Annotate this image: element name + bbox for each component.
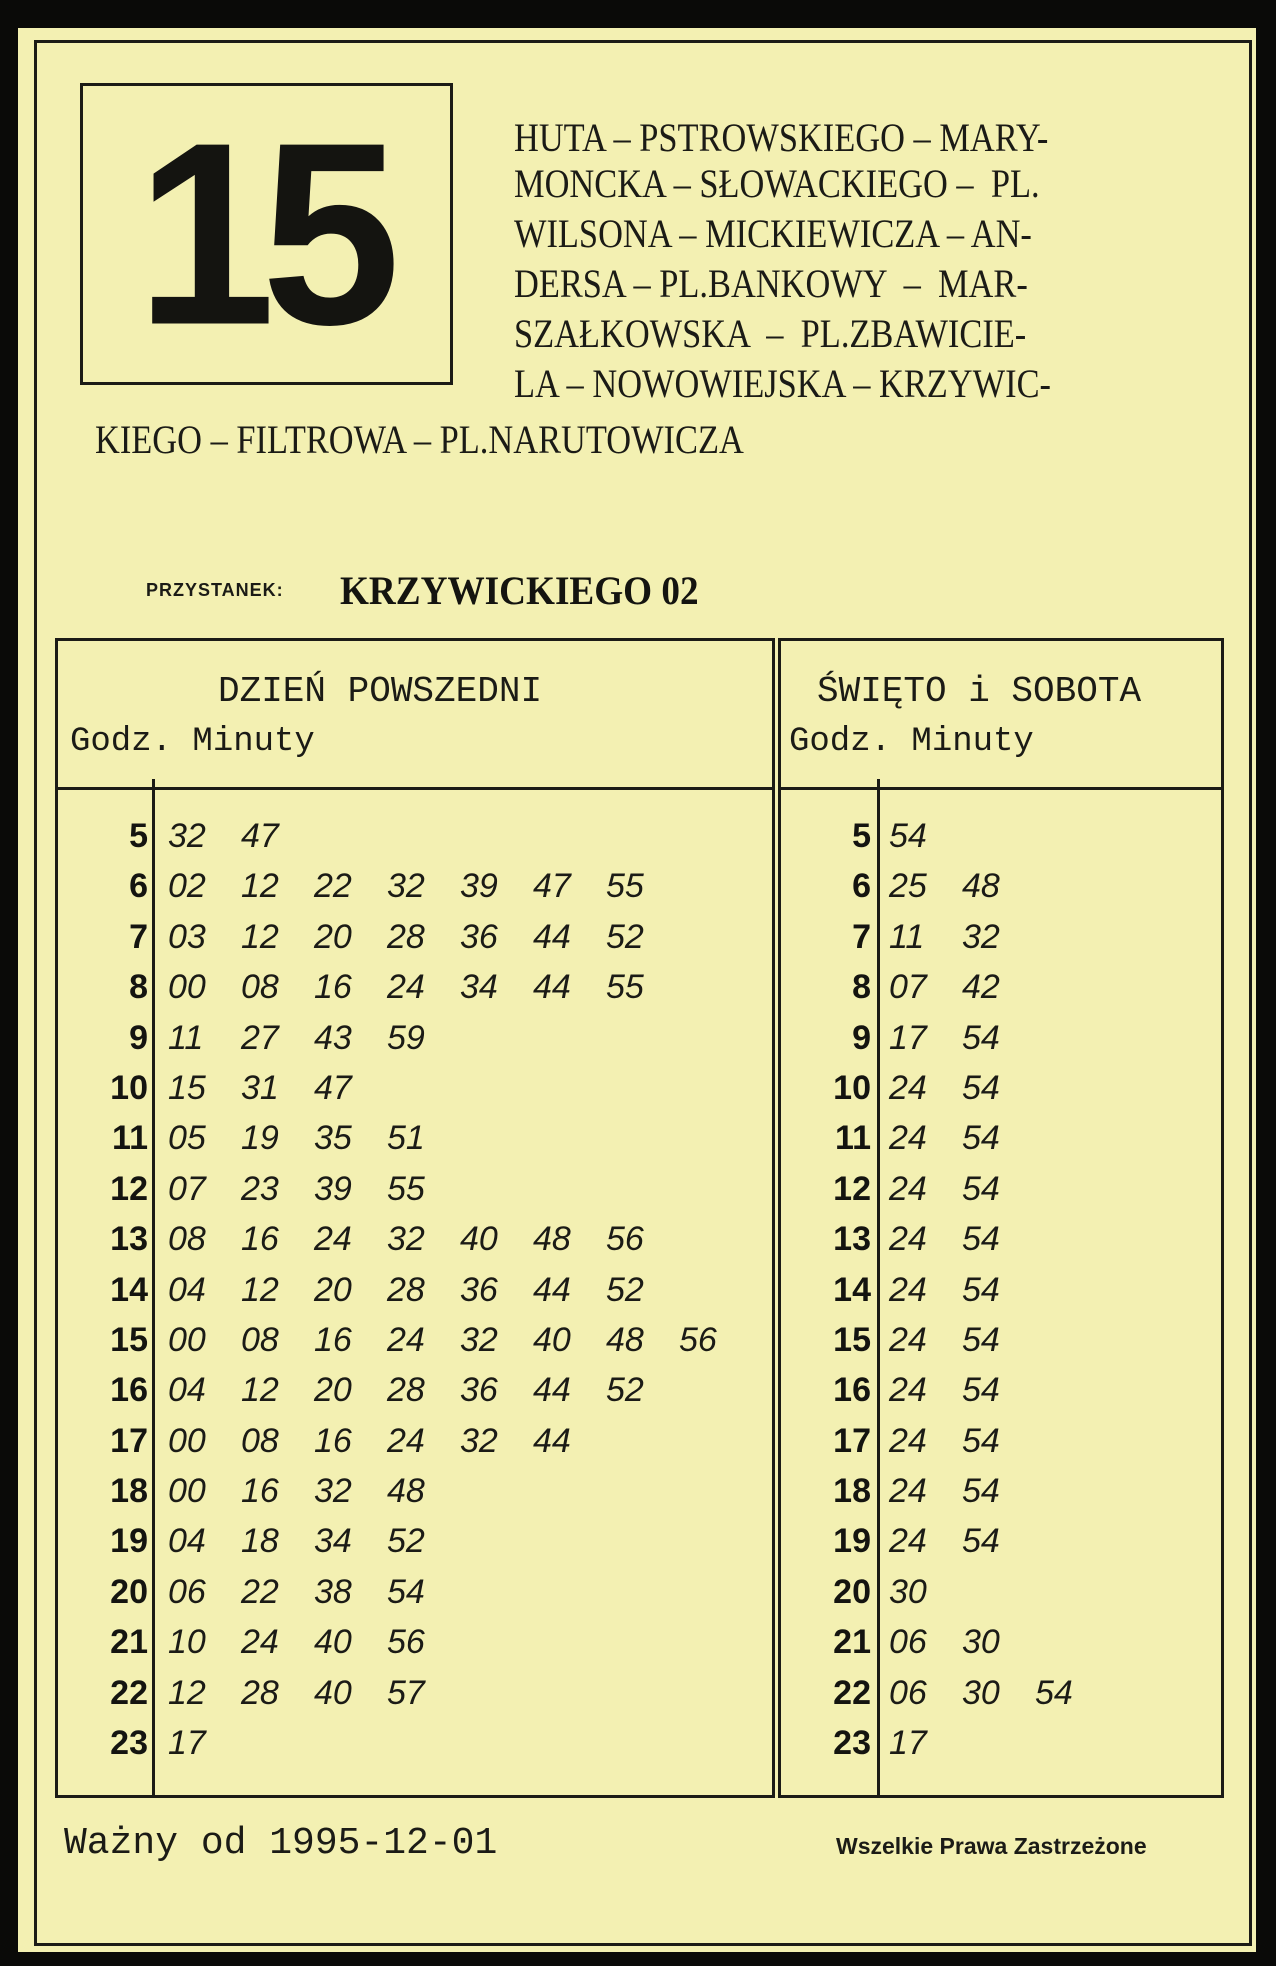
departure-minute: 12 — [241, 917, 279, 956]
hour-cell: 23 — [833, 1724, 871, 1763]
hour-cell: 7 — [129, 917, 148, 956]
weekday-panel — [55, 638, 775, 1798]
timetable-row — [58, 1668, 772, 1718]
hour-cell: 16 — [833, 1371, 871, 1410]
timetable-row — [781, 811, 1221, 861]
departure-minute: 24 — [889, 1169, 927, 1208]
departure-minute: 54 — [962, 1119, 1000, 1158]
weekday-subheader: Godz. Minuty — [70, 723, 315, 761]
minutes-cell — [168, 1416, 606, 1466]
minutes-cell — [889, 1113, 1035, 1163]
minutes-cell — [168, 1516, 460, 1566]
timetable-row — [58, 1164, 772, 1214]
departure-minute: 04 — [168, 1522, 206, 1561]
departure-minute: 10 — [168, 1623, 206, 1662]
departure-minute: 48 — [962, 867, 1000, 906]
minutes-cell — [168, 1365, 679, 1415]
departure-minute: 56 — [606, 1220, 644, 1259]
departure-minute: 24 — [387, 1320, 425, 1359]
departure-minute: 54 — [962, 1068, 1000, 1107]
holiday-subheader: Godz. Minuty — [789, 723, 1034, 761]
minutes-cell — [168, 1315, 752, 1365]
departure-minute: 40 — [533, 1320, 571, 1359]
route-line-3: WILSONA – MICKIEWICZA – AN- — [514, 211, 1032, 256]
hour-cell: 10 — [833, 1068, 871, 1107]
departure-minute: 22 — [314, 867, 352, 906]
departure-minute: 24 — [889, 1371, 927, 1410]
departure-minute: 24 — [889, 1220, 927, 1259]
hour-cell: 11 — [835, 1119, 871, 1158]
departure-minute: 52 — [606, 1371, 644, 1410]
hour-cell: 6 — [129, 867, 148, 906]
departure-minute: 04 — [168, 1270, 206, 1309]
minutes-cell — [889, 912, 1035, 962]
holiday-rows — [781, 811, 1221, 1768]
weekday-rows — [58, 811, 772, 1768]
hour-cell: 9 — [129, 1018, 148, 1057]
hour-cell: 5 — [129, 817, 148, 855]
departure-minute: 25 — [889, 867, 927, 906]
hour-cell: 18 — [833, 1472, 871, 1511]
hour-cell: 9 — [852, 1018, 871, 1057]
timetable-row — [781, 1617, 1221, 1667]
departure-minute: 16 — [241, 1220, 279, 1259]
departure-minute: 44 — [533, 1421, 571, 1460]
departure-minute: 24 — [889, 1320, 927, 1359]
route-line-5: SZAŁKOWSKA – PL.ZBAWICIE- — [514, 311, 1027, 356]
departure-minute: 34 — [314, 1522, 352, 1561]
minutes-cell — [889, 1063, 1035, 1113]
departure-minute: 32 — [460, 1320, 498, 1359]
departure-minute: 32 — [387, 867, 425, 906]
departure-minute: 30 — [889, 1572, 927, 1611]
minutes-cell — [889, 1617, 1035, 1667]
timetable-row — [781, 1416, 1221, 1466]
minutes-cell — [889, 1013, 1035, 1063]
departure-minute: 44 — [533, 1270, 571, 1309]
minutes-cell — [168, 1113, 460, 1163]
hour-cell: 20 — [833, 1572, 871, 1611]
minutes-cell — [168, 811, 314, 861]
hour-cell: 7 — [852, 917, 871, 956]
stop-label: PRZYSTANEK: — [146, 580, 284, 600]
minutes-cell — [889, 1214, 1035, 1264]
departure-minute: 54 — [962, 1018, 1000, 1057]
minutes-cell — [889, 1668, 1108, 1718]
hour-cell: 12 — [833, 1169, 871, 1208]
timetable-row — [781, 1466, 1221, 1516]
departure-minute: 16 — [314, 1320, 352, 1359]
minutes-cell — [889, 1164, 1035, 1214]
departure-minute: 16 — [314, 968, 352, 1007]
departure-minute: 06 — [889, 1673, 927, 1712]
departure-minute: 36 — [460, 917, 498, 956]
departure-minute: 30 — [962, 1673, 1000, 1712]
minutes-cell — [889, 1516, 1035, 1566]
minutes-cell — [168, 1668, 460, 1718]
minutes-cell — [168, 912, 679, 962]
departure-minute: 51 — [387, 1119, 425, 1158]
timetable-row — [58, 1466, 772, 1516]
departure-minute: 06 — [889, 1623, 927, 1662]
hour-cell: 13 — [110, 1220, 148, 1259]
departure-minute: 48 — [387, 1472, 425, 1511]
departure-minute: 54 — [962, 1220, 1000, 1259]
route-line-2: MONCKA – SŁOWACKIEGO – PL. — [514, 161, 1040, 206]
departure-minute: 32 — [314, 1472, 352, 1511]
holiday-panel — [778, 638, 1224, 1798]
timetable-row — [58, 1617, 772, 1667]
departure-minute: 24 — [314, 1220, 352, 1259]
hour-cell: 20 — [110, 1572, 148, 1611]
departure-minute: 19 — [241, 1119, 279, 1158]
hour-cell: 19 — [833, 1522, 871, 1561]
departure-minute: 16 — [314, 1421, 352, 1460]
departure-minute: 32 — [962, 917, 1000, 956]
minutes-cell — [168, 1214, 679, 1264]
departure-minute: 24 — [387, 968, 425, 1007]
timetable-row — [781, 1013, 1221, 1063]
departure-minute: 44 — [533, 1371, 571, 1410]
departure-minute: 47 — [533, 867, 571, 906]
departure-minute: 55 — [606, 867, 644, 906]
departure-minute: 08 — [241, 1320, 279, 1359]
timetable-row — [781, 1113, 1221, 1163]
hour-cell: 8 — [852, 968, 871, 1007]
timetable-row — [58, 962, 772, 1012]
timetable-row — [781, 1668, 1221, 1718]
departure-minute: 24 — [889, 1119, 927, 1158]
departure-minute: 17 — [889, 1724, 927, 1763]
departure-minute: 55 — [606, 968, 644, 1007]
departure-minute: 43 — [314, 1018, 352, 1057]
departure-minute: 39 — [314, 1169, 352, 1208]
timetable-row — [58, 1365, 772, 1415]
departure-minute: 40 — [314, 1623, 352, 1662]
minutes-cell — [889, 811, 962, 861]
timetable-row — [781, 962, 1221, 1012]
minutes-cell — [168, 1164, 460, 1214]
timetable-row — [58, 1113, 772, 1163]
departure-minute: 47 — [314, 1068, 352, 1107]
departure-minute: 22 — [241, 1572, 279, 1611]
departure-minute: 35 — [314, 1119, 352, 1158]
departure-minute: 36 — [460, 1270, 498, 1309]
departure-minute: 36 — [460, 1371, 498, 1410]
hour-cell: 17 — [833, 1421, 871, 1460]
timetable-row — [58, 811, 772, 861]
minutes-cell — [168, 1567, 460, 1617]
departure-minute: 20 — [314, 1371, 352, 1410]
departure-minute: 24 — [387, 1421, 425, 1460]
departure-minute: 11 — [889, 917, 925, 956]
departure-minute: 12 — [241, 1371, 279, 1410]
header-divider — [781, 787, 1221, 790]
hour-cell: 10 — [110, 1068, 148, 1107]
weekday-title: DZIEŃ POWSZEDNI — [218, 671, 543, 712]
hour-cell: 22 — [833, 1673, 871, 1712]
departure-minute: 07 — [889, 968, 927, 1007]
hour-cell: 16 — [110, 1371, 148, 1410]
holiday-title: ŚWIĘTO i SOBOTA — [817, 671, 1142, 712]
departure-minute: 08 — [241, 968, 279, 1007]
route-line-7: KIEGO – FILTROWA – PL.NARUTOWICZA — [95, 417, 744, 462]
minutes-cell — [889, 1718, 962, 1768]
timetable-row — [58, 1013, 772, 1063]
route-line-4: DERSA – PL.BANKOWY – MAR- — [514, 261, 1028, 306]
minutes-cell — [168, 861, 679, 911]
departure-minute: 59 — [387, 1018, 425, 1057]
departure-minute: 18 — [241, 1522, 279, 1561]
timetable-row — [58, 912, 772, 962]
departure-minute: 24 — [889, 1472, 927, 1511]
departure-minute: 28 — [387, 1371, 425, 1410]
hour-cell: 11 — [112, 1119, 148, 1158]
departure-minute: 54 — [387, 1572, 425, 1611]
minutes-cell — [889, 1315, 1035, 1365]
departure-minute: 54 — [962, 1472, 1000, 1511]
route-number-box — [80, 83, 453, 385]
departure-minute: 04 — [168, 1371, 206, 1410]
minutes-cell — [168, 1466, 460, 1516]
departure-minute: 16 — [241, 1472, 279, 1511]
departure-minute: 54 — [962, 1320, 1000, 1359]
timetable-row — [781, 861, 1221, 911]
departure-minute: 42 — [962, 968, 1000, 1007]
hour-cell: 15 — [110, 1320, 148, 1359]
valid-from: Ważny od 1995-12-01 — [64, 1822, 498, 1865]
minutes-cell — [889, 962, 1035, 1012]
hour-cell: 13 — [833, 1220, 871, 1259]
departure-minute: 56 — [679, 1320, 717, 1359]
departure-minute: 54 — [962, 1169, 1000, 1208]
departure-minute: 17 — [168, 1724, 206, 1763]
departure-minute: 24 — [889, 1270, 927, 1309]
departure-minute: 54 — [962, 1421, 1000, 1460]
departure-minute: 30 — [962, 1623, 1000, 1662]
hour-cell: 17 — [110, 1421, 148, 1460]
stop-name: KRZYWICKIEGO 02 — [340, 568, 699, 613]
hour-cell: 14 — [833, 1270, 871, 1309]
departure-minute: 48 — [533, 1220, 571, 1259]
hour-cell: 15 — [833, 1320, 871, 1359]
departure-minute: 24 — [889, 1068, 927, 1107]
departure-minute: 08 — [168, 1220, 206, 1259]
timetable-row — [58, 1416, 772, 1466]
departure-minute: 17 — [889, 1018, 927, 1057]
departure-minute: 02 — [168, 867, 206, 906]
departure-minute: 12 — [241, 1270, 279, 1309]
departure-minute: 52 — [606, 1270, 644, 1309]
departure-minute: 32 — [387, 1220, 425, 1259]
timetable-row — [781, 1214, 1221, 1264]
hour-cell: 14 — [110, 1270, 148, 1309]
minutes-cell — [889, 1365, 1035, 1415]
departure-minute: 12 — [241, 867, 279, 906]
departure-minute: 24 — [889, 1522, 927, 1561]
departure-minute: 47 — [241, 817, 279, 855]
departure-minute: 20 — [314, 917, 352, 956]
departure-minute: 32 — [168, 817, 206, 855]
hour-cell: 22 — [110, 1673, 148, 1712]
timetable-row — [58, 1214, 772, 1264]
timetable-row — [58, 1718, 772, 1768]
departure-minute: 06 — [168, 1572, 206, 1611]
hour-cell: 6 — [852, 867, 871, 906]
departure-minute: 54 — [1035, 1673, 1073, 1712]
timetable-row — [781, 1315, 1221, 1365]
departure-minute: 52 — [606, 917, 644, 956]
departure-minute: 40 — [460, 1220, 498, 1259]
departure-minute: 20 — [314, 1270, 352, 1309]
departure-minute: 28 — [387, 917, 425, 956]
departure-minute: 54 — [962, 1522, 1000, 1561]
minutes-cell — [889, 861, 1035, 911]
minutes-cell — [889, 1416, 1035, 1466]
departure-minute: 27 — [241, 1018, 279, 1057]
departure-minute: 23 — [241, 1169, 279, 1208]
departure-minute: 56 — [387, 1623, 425, 1662]
minutes-cell — [889, 1265, 1035, 1315]
departure-minute: 54 — [962, 1371, 1000, 1410]
departure-minute: 08 — [241, 1421, 279, 1460]
departure-minute: 38 — [314, 1572, 352, 1611]
departure-minute: 11 — [168, 1018, 204, 1057]
departure-minute: 00 — [168, 1320, 206, 1359]
departure-minute: 28 — [241, 1673, 279, 1712]
hour-cell: 21 — [110, 1623, 148, 1662]
minutes-cell — [168, 962, 679, 1012]
header-divider — [58, 787, 772, 790]
departure-minute: 40 — [314, 1673, 352, 1712]
hour-cell: 5 — [852, 817, 871, 855]
departure-minute: 15 — [168, 1068, 206, 1107]
route-line-6: LA – NOWOWIEJSKA – KRZYWIC- — [514, 361, 1051, 406]
hour-cell: 23 — [110, 1724, 148, 1763]
timetable-row — [58, 861, 772, 911]
departure-minute: 44 — [533, 917, 571, 956]
minutes-cell — [168, 1265, 679, 1315]
departure-minute: 34 — [460, 968, 498, 1007]
departure-minute: 24 — [241, 1623, 279, 1662]
timetable-row — [781, 1265, 1221, 1315]
departure-minute: 00 — [168, 1472, 206, 1511]
hour-cell: 8 — [129, 968, 148, 1007]
minutes-cell — [168, 1013, 460, 1063]
departure-minute: 00 — [168, 1421, 206, 1460]
departure-minute: 05 — [168, 1119, 206, 1158]
departure-minute: 28 — [387, 1270, 425, 1309]
departure-minute: 44 — [533, 968, 571, 1007]
hour-cell: 12 — [110, 1169, 148, 1208]
departure-minute: 39 — [460, 867, 498, 906]
timetable-row — [58, 1063, 772, 1113]
hour-cell: 18 — [110, 1472, 148, 1511]
departure-minute: 03 — [168, 917, 206, 956]
departure-minute: 24 — [889, 1421, 927, 1460]
timetable-row — [58, 1567, 772, 1617]
timetable-row — [781, 912, 1221, 962]
departure-minute: 12 — [168, 1673, 206, 1712]
departure-minute: 32 — [460, 1421, 498, 1460]
departure-minute: 07 — [168, 1169, 206, 1208]
timetable-row — [781, 1164, 1221, 1214]
rights-notice: Wszelkie Prawa Zastrzeżone — [836, 1833, 1147, 1859]
departure-minute: 52 — [387, 1522, 425, 1561]
minutes-cell — [168, 1617, 460, 1667]
timetable-row — [781, 1365, 1221, 1415]
departure-minute: 48 — [606, 1320, 644, 1359]
minutes-cell — [168, 1063, 387, 1113]
hour-cell: 19 — [110, 1522, 148, 1561]
minutes-cell — [889, 1567, 962, 1617]
departure-minute: 31 — [241, 1068, 279, 1107]
timetable-row — [781, 1063, 1221, 1113]
route-number: 15 — [136, 88, 387, 379]
departure-minute: 54 — [962, 1270, 1000, 1309]
timetable-row — [58, 1315, 772, 1365]
route-line-1: HUTA – PSTROWSKIEGO – MARY- — [514, 115, 1049, 160]
departure-minute: 57 — [387, 1673, 425, 1712]
timetable-row — [58, 1265, 772, 1315]
timetable-row — [58, 1516, 772, 1566]
timetable-row — [781, 1567, 1221, 1617]
minutes-cell — [889, 1466, 1035, 1516]
timetable-row — [781, 1718, 1221, 1768]
minutes-cell — [168, 1718, 241, 1768]
hour-cell: 21 — [833, 1623, 871, 1662]
departure-minute: 54 — [889, 817, 927, 855]
departure-minute: 00 — [168, 968, 206, 1007]
departure-minute: 55 — [387, 1169, 425, 1208]
timetable-row — [781, 1516, 1221, 1566]
